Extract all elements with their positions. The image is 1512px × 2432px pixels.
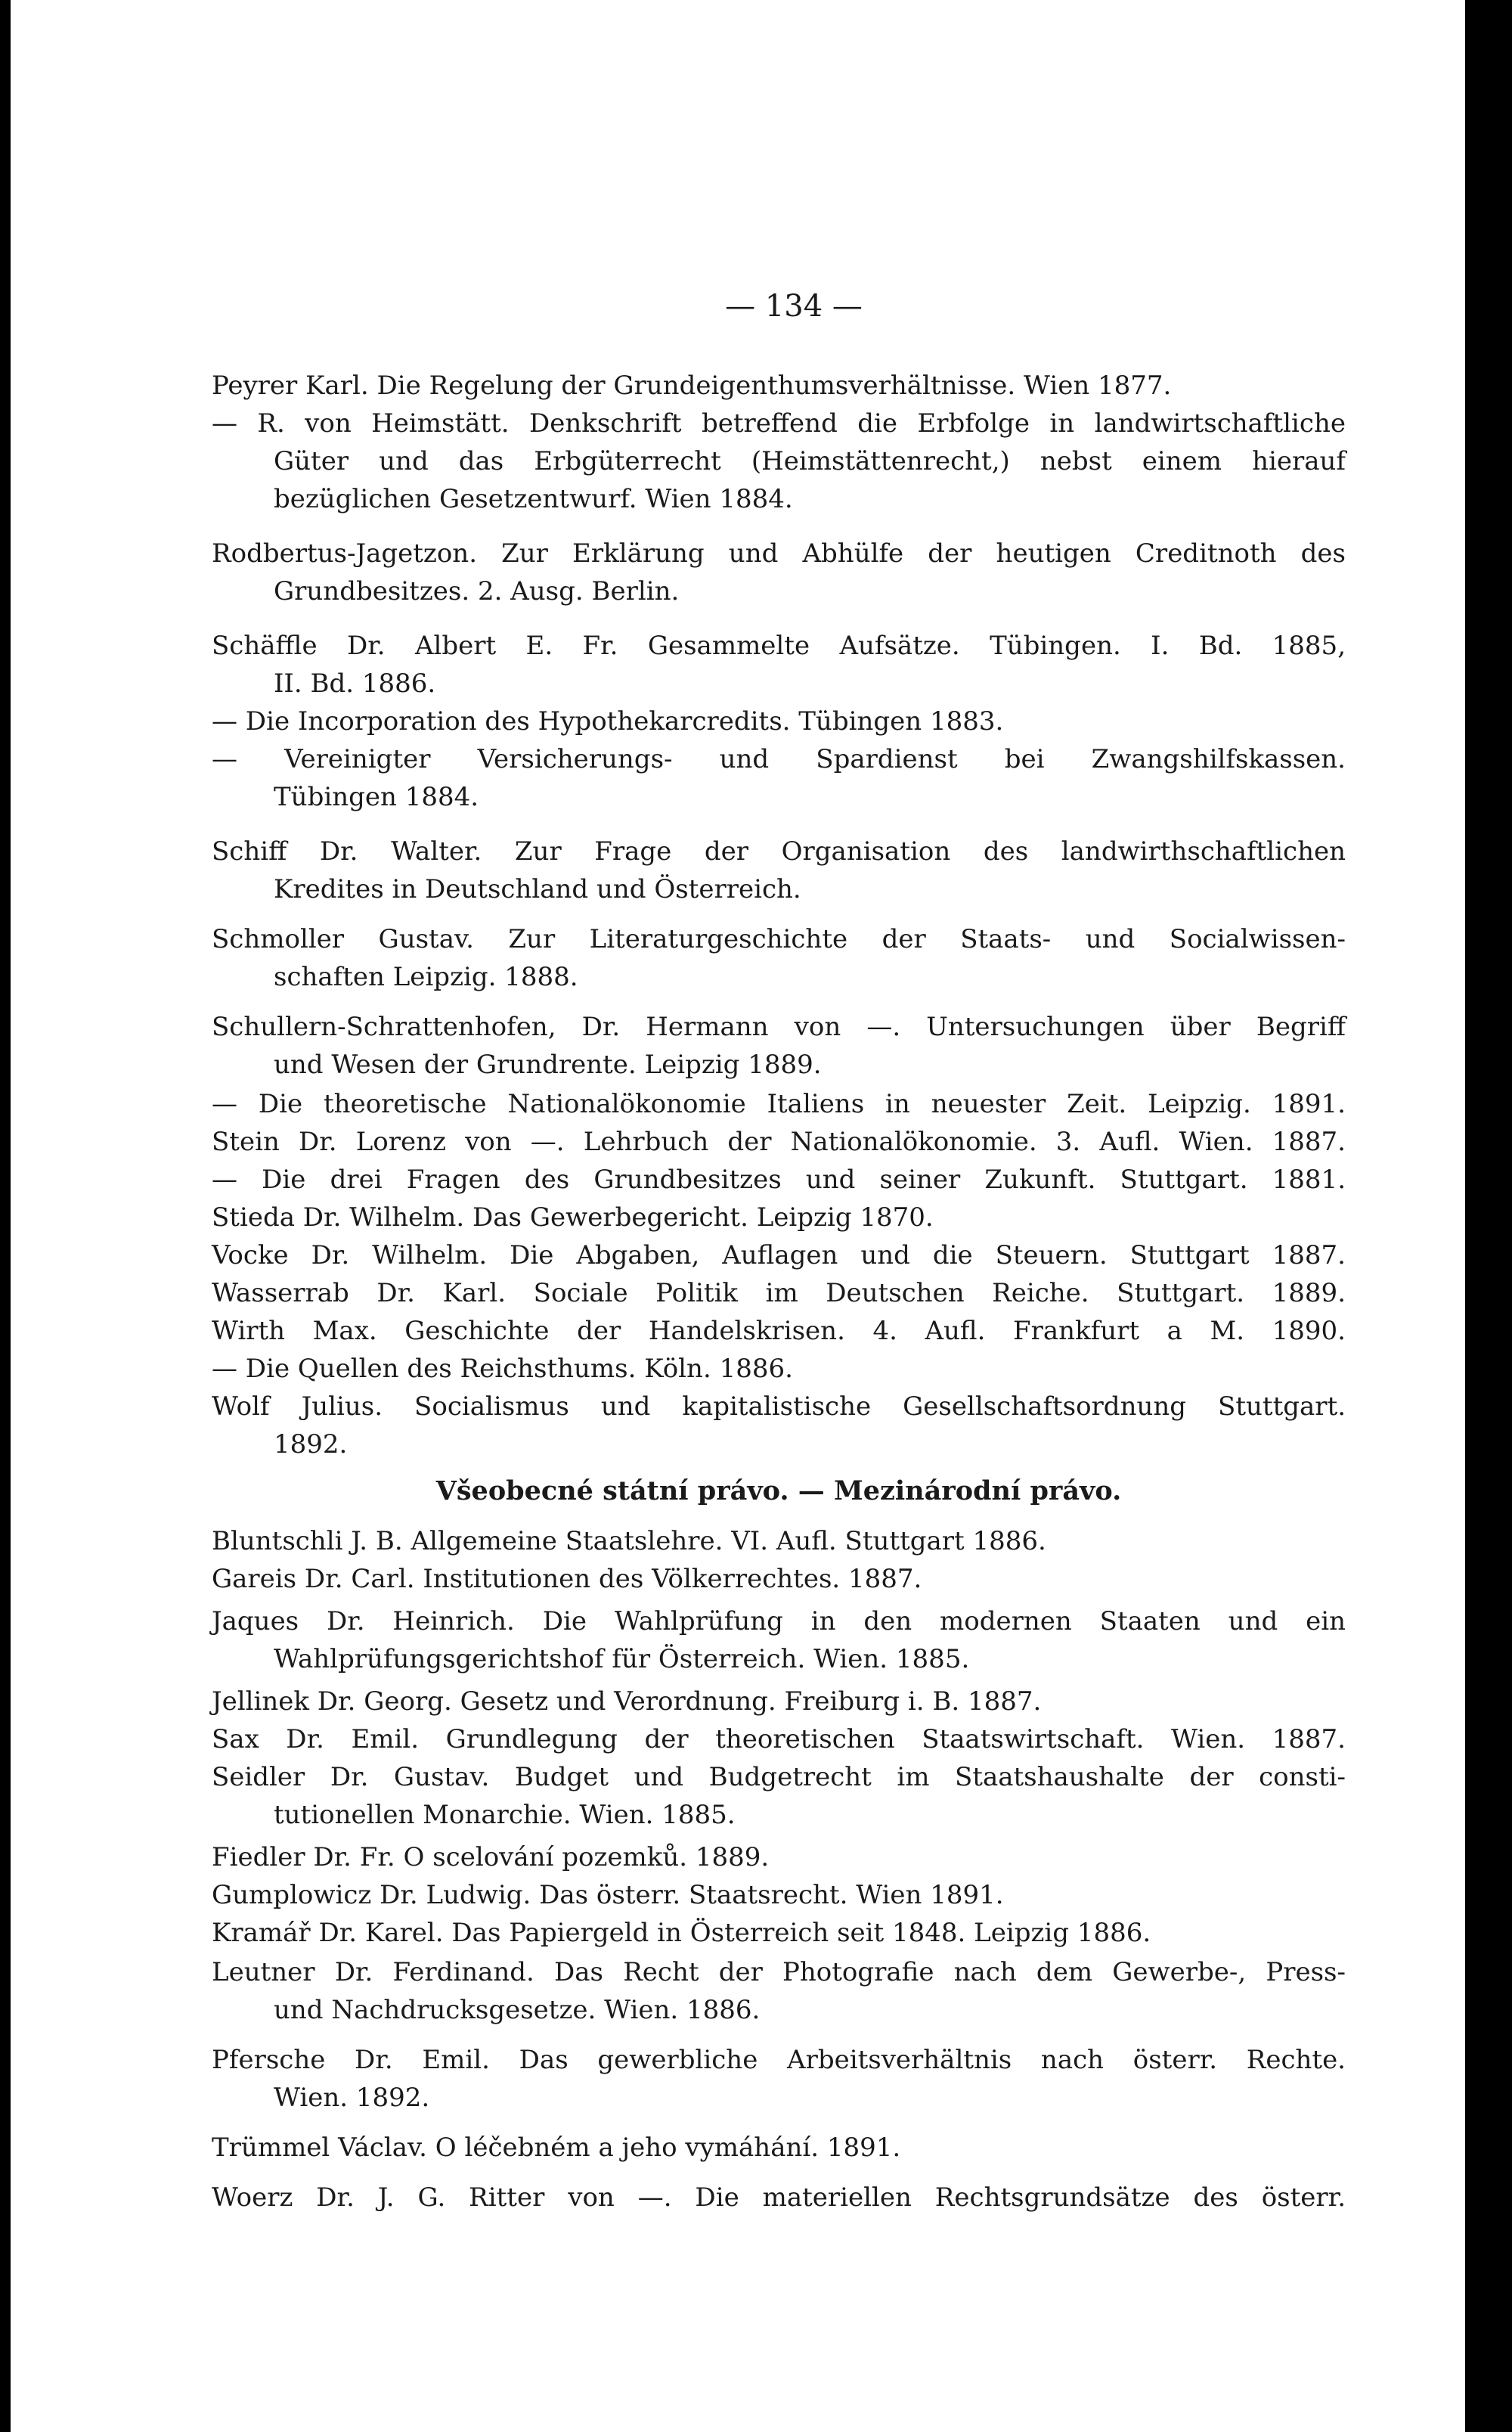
entry-line: Schullern-Schrattenhofen, Dr. Hermann von —. Untersuchungen über Begriff [212, 1012, 1346, 1042]
entry-line: Grundbesitzes. 2. Ausg. Berlin. [274, 576, 680, 606]
entry-line: Bluntschli J. B. Allgemeine Staatslehre. VI. Aufl. Stuttgart 1886. [212, 1526, 1046, 1556]
entry-line: 1892. [274, 1429, 348, 1460]
entry-line: Sax Dr. Emil. Grundlegung der theoretischen Staatswirtschaft. Wien. 1887. [212, 1724, 1346, 1754]
entry-line: Jaques Dr. Heinrich. Die Wahlprüfung in den modernen Staaten und ein [212, 1606, 1346, 1636]
entry-line: Schiff Dr. Walter. Zur Frage der Organisation des landwirthschaftlichen [212, 836, 1346, 867]
page-number: — 134 — [725, 289, 863, 324]
entry-line: Fiedler Dr. Fr. O scelování pozemků. 1889. [212, 1842, 770, 1872]
entry-line: — Die drei Fragen des Grundbesitzes und seiner Zukunft. Stuttgart. 1881. [212, 1165, 1346, 1195]
entry-line: Stieda Dr. Wilhelm. Das Gewerbegericht. Leipzig 1870. [212, 1202, 934, 1233]
entry-line: bezüglichen Gesetzentwurf. Wien 1884. [274, 484, 793, 514]
entry-line: Wolf Julius. Socialismus und kapitalistische Gesellschaftsordnung Stuttgart. [212, 1391, 1346, 1422]
entry-line: Woerz Dr. J. G. Ritter von —. Die materiellen Rechtsgrundsätze des österr. [212, 2182, 1346, 2213]
entry-line: Wahlprüfungsgerichtshof für Österreich. Wien. 1885. [274, 1644, 970, 1674]
entry-line: Wasserrab Dr. Karl. Sociale Politik im Deutschen Reiche. Stuttgart. 1889. [212, 1278, 1346, 1308]
entry-line: tutionellen Monarchie. Wien. 1885. [274, 1800, 736, 1830]
entry-line: Rodbertus-Jagetzon. Zur Erklärung und Abhülfe der heutigen Creditnoth des [212, 538, 1346, 569]
entry-line: Schmoller Gustav. Zur Literaturgeschichte der Staats- und Socialwissen- [212, 924, 1346, 954]
entry-line: — Vereinigter Versicherungs- und Spardienst bei Zwangshilfskassen. [212, 744, 1346, 774]
entry-line: Peyrer Karl. Die Regelung der Grundeigenthumsverhältnisse. Wien 1877. [212, 371, 1172, 401]
entry-line: Kramář Dr. Karel. Das Papiergeld in Österreich seit 1848. Leipzig 1886. [212, 1918, 1151, 1948]
entry-line: Gumplowicz Dr. Ludwig. Das österr. Staatsrecht. Wien 1891. [212, 1880, 1004, 1910]
entry-line: — Die Incorporation des Hypothekarcredits. Tübingen 1883. [212, 706, 1004, 737]
entry-line: Güter und das Erbgüterrecht (Heimstättenrecht,) nebst einem hierauf [274, 446, 1346, 476]
entry-line: II. Bd. 1886. [274, 668, 436, 699]
entry-line: — R. von Heimstätt. Denkschrift betreffend die Erbfolge in landwirtschaftliche [212, 408, 1346, 439]
entry-line: Vocke Dr. Wilhelm. Die Abgaben, Auflagen und die Steuern. Stuttgart 1887. [212, 1240, 1346, 1270]
section-heading: Všeobecné státní právo. — Mezinárodní právo. [435, 1475, 1122, 1506]
entry-line: schaften Leipzig. 1888. [274, 962, 578, 992]
entry-line: Leutner Dr. Ferdinand. Das Recht der Photografie nach dem Gewerbe-, Press- [212, 1957, 1346, 1987]
entry-line: — Die theoretische Nationalökonomie Italiens in neuester Zeit. Leipzig. 1891. [212, 1089, 1346, 1119]
entry-line: Kredites in Deutschland und Österreich. [274, 874, 801, 904]
entry-line: Pfersche Dr. Emil. Das gewerbliche Arbeitsverhältnis nach österr. Rechte. [212, 2045, 1346, 2075]
entry-line: Stein Dr. Lorenz von —. Lehrbuch der Nationalökonomie. 3. Aufl. Wien. 1887. [212, 1127, 1346, 1157]
entry-line: Trümmel Václav. O léčebném a jeho vymáhání. 1891. [212, 2133, 901, 2163]
entry-line: und Nachdrucksgesetze. Wien. 1886. [274, 1995, 761, 2025]
entry-line: Wirth Max. Geschichte der Handelskrisen. 4. Aufl. Frankfurt a M. 1890. [212, 1316, 1346, 1346]
entry-line: Seidler Dr. Gustav. Budget und Budgetrecht im Staatshaushalte der consti- [212, 1762, 1346, 1792]
entry-line: — Die Quellen des Reichsthums. Köln. 1886. [212, 1354, 793, 1384]
entry-line: und Wesen der Grundrente. Leipzig 1889. [274, 1050, 822, 1080]
entry-line: Jellinek Dr. Georg. Gesetz und Verordnung. Freiburg i. B. 1887. [212, 1686, 1042, 1717]
entry-line: Gareis Dr. Carl. Institutionen des Völkerrechtes. 1887. [212, 1564, 922, 1594]
scan-edge [1465, 0, 1512, 2432]
entry-line: Wien. 1892. [274, 2083, 430, 2113]
entry-line: Tübingen 1884. [274, 782, 479, 812]
entry-line: Schäffle Dr. Albert E. Fr. Gesammelte Aufsätze. Tübingen. I. Bd. 1885, [212, 631, 1346, 661]
